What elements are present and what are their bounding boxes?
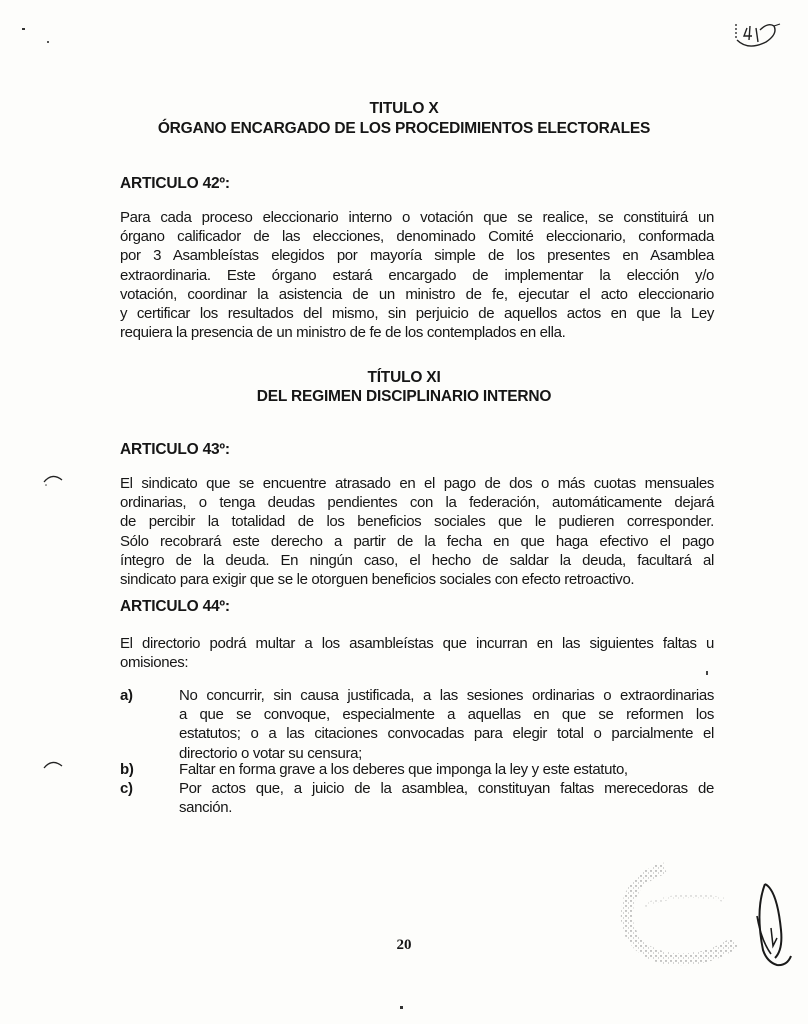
official-stamp-and-signature — [605, 850, 805, 980]
article-42-heading: ARTICULO 42º: — [120, 175, 230, 192]
paragraph-line: Sólo recobrará este derecho a partir de la fecha en que haga efectivo el pago — [120, 532, 714, 550]
paragraph-line: ordinarias, o tenga deudas pendientes con la federación, automáticamente dejará — [120, 494, 714, 512]
list-item-line: Faltar en forma grave a los deberes que imponga la ley y este estatuto, — [179, 761, 628, 778]
article-43-paragraph — [120, 474, 714, 589]
paragraph-line: de percibir la totalidad de los beneficios sociales que le pudieren corresponder. — [120, 513, 714, 531]
article-44-intro — [120, 634, 714, 672]
article-43-heading: ARTICULO 43º: — [120, 441, 230, 458]
title-xi-number: TÍTULO XI — [367, 369, 441, 386]
list-item-text — [179, 779, 714, 817]
scan-speck — [22, 28, 25, 30]
paragraph-line: omisiones: — [120, 654, 189, 672]
list-item-line: a que se convoque, especialmente a aquellas en que se reformen los — [179, 706, 714, 724]
paragraph-line: El sindicato que se encuentre atrasado en el pago de dos o más cuotas mensuales — [120, 475, 714, 492]
title-x-name: ÓRGANO ENCARGADO DE LOS PROCEDIMIENTOS ELECTORALES — [157, 120, 651, 137]
list-item-line: directorio o votar su censura; — [179, 744, 362, 762]
binder-hole-mark — [42, 758, 66, 772]
list-item-line: No concurrir, sin causa justificada, a las sesiones ordinarias o extraordinarias — [179, 687, 714, 704]
list-marker: b) — [120, 761, 134, 778]
paragraph-line: Para cada proceso eleccionario interno o votación que se realice, se constituirá un — [120, 209, 714, 226]
binder-hole-mark — [42, 472, 66, 486]
list-item-line: estatutos; o a las citaciones convocadas para elegir total o parcialmente el — [179, 725, 714, 743]
paragraph-line: extraordinaria. Este órgano estará encargado de implementar la elección y/o — [120, 266, 714, 284]
paragraph-line: sindicato para exigir que se le otorguen beneficios sociales con efecto retroactivo. — [120, 571, 635, 589]
paragraph-line: El directorio podrá multar a los asambleístas que incurran en las siguientes faltas u — [120, 635, 714, 652]
paragraph-line: por 3 Asambleístas elegidos por mayoría simple de los presentes en Asamblea — [120, 247, 714, 265]
scan-speck — [47, 41, 49, 43]
scan-speck — [400, 1006, 403, 1009]
list-marker: a) — [120, 687, 133, 704]
paragraph-line: órgano calificador de las elecciones, denominado Comité eleccionario, conformada — [120, 228, 714, 246]
paragraph-line: requiera la presencia de un ministro de fe de los contemplados en ella. — [120, 324, 566, 342]
list-item-line: Por actos que, a juicio de la asamblea, constituyan faltas merecedoras de — [179, 780, 714, 797]
list-item-text — [179, 760, 714, 779]
paragraph-line: íntegro de la deuda. En ningún caso, el hecho de saldar la deuda, facultará al — [120, 551, 714, 569]
paragraph-line: y certificar los resultados del mismo, sin perjuicio de aquellos actos en que la Ley — [120, 305, 714, 323]
page-number: 20 — [396, 937, 412, 953]
article-44-heading: ARTICULO 44º: — [120, 598, 230, 615]
paragraph-line: votación, coordinar la asistencia de un ministro de fe, ejecutar el acto eleccionario — [120, 285, 714, 303]
list-item-text — [179, 686, 714, 763]
scan-speck — [706, 671, 708, 675]
list-item-line: sanción. — [179, 799, 233, 817]
handwritten-folio-mark — [730, 18, 786, 54]
title-x-number: TITULO X — [369, 100, 439, 117]
title-xi-name: DEL REGIMEN DISCIPLINARIO INTERNO — [256, 388, 552, 405]
article-42-paragraph — [120, 208, 714, 342]
list-marker: c) — [120, 780, 133, 797]
